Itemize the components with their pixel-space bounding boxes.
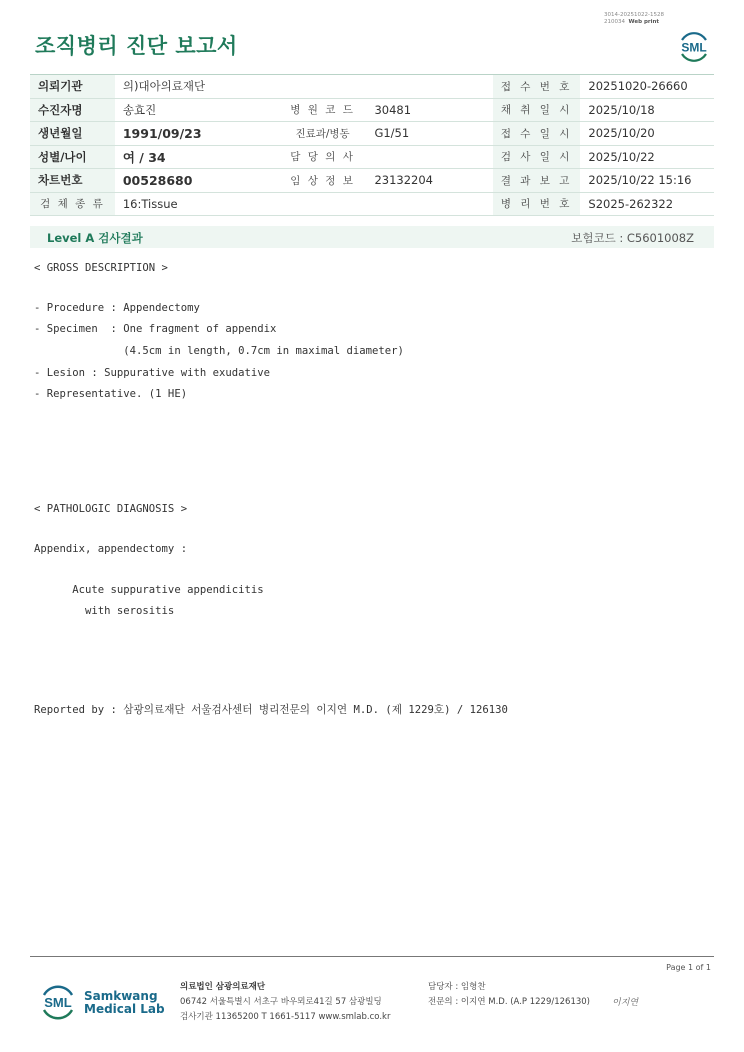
label-clinical-info: 임 상 정 보	[279, 169, 367, 193]
diagnosis-sub: with serositis	[34, 605, 175, 617]
value-receipt-date: 2025/10/20	[580, 122, 714, 146]
pathologic-diagnosis-header: < PATHOLOGIC DIAGNOSIS >	[34, 503, 188, 515]
table-row	[30, 75, 714, 99]
print-code-line1: 3014-20251022-1528	[604, 12, 664, 18]
result-level-bar	[30, 226, 714, 248]
specialist: 전문의 : 이지연 M.D. (A.P 1229/126130)	[428, 997, 590, 1007]
label-sex-age: 성별/나이	[30, 145, 115, 169]
level-label: Level A 검사결과	[47, 231, 143, 245]
print-code-line2	[604, 19, 664, 26]
table-row	[30, 169, 714, 193]
page-number: Page 1 of 1	[666, 963, 711, 972]
print-code-number: 210034	[604, 19, 625, 25]
org-name: 의료법인 삼광의료재단	[180, 982, 266, 992]
specimen-line: - Specimen : One fragment of appendix	[34, 323, 277, 335]
value-birth-date: 1991/09/23	[115, 122, 279, 146]
value-receipt-no: 20251020-26660	[580, 75, 714, 99]
value-chart-no: 00528680	[115, 169, 279, 193]
sml-logo-icon	[36, 980, 80, 1024]
table-row	[30, 98, 714, 122]
brand-name-line1: Samkwang	[84, 989, 158, 1003]
label-requester: 의뢰기관	[30, 75, 115, 99]
print-code	[604, 12, 664, 26]
label-chart-no: 차트번호	[30, 169, 115, 193]
procedure-line: - Procedure : Appendectomy	[34, 302, 200, 314]
label-department: 진료과/병동	[279, 122, 367, 146]
value-specimen-type: 16:Tissue	[115, 192, 493, 216]
sml-logo-icon	[674, 26, 714, 66]
table-row	[30, 192, 714, 216]
value-department: G1/51	[366, 122, 492, 146]
value-sex-age: 여 / 34	[115, 145, 279, 169]
logo-text: SML	[681, 40, 707, 55]
org-address: 06742 서울특별시 서초구 바우뫼로41길 57 삼광빌딩	[180, 997, 382, 1007]
value-requester: 의)대아의료재단	[115, 75, 493, 99]
org-contact: 검사기관 11365200 T 1661-5117 www.smlab.co.kr	[180, 1012, 391, 1022]
table-row	[30, 145, 714, 169]
specimen-detail-line: (4.5cm in length, 0.7cm in maximal diameter)	[34, 345, 404, 357]
value-test-date: 2025/10/22	[580, 145, 714, 169]
table-row	[30, 122, 714, 146]
label-doctor: 담 당 의 사	[279, 145, 367, 169]
label-receipt-date: 접 수 일 시	[493, 122, 581, 146]
org-info	[180, 980, 390, 1025]
reported-by: Reported by : 삼광의료재단 서울검사센터 병리전문의 이지연 M.D. (제 1229호) / 126130	[34, 704, 508, 716]
gross-description-header: < GROSS DESCRIPTION >	[34, 262, 168, 274]
signature: 이지연	[612, 998, 639, 1008]
diagnosis-site: Appendix, appendectomy :	[34, 543, 188, 555]
staff-info	[428, 980, 590, 1010]
label-receipt-no: 접 수 번 호	[493, 75, 581, 99]
logo-text: SML	[44, 995, 72, 1010]
value-result-report: 2025/10/22 15:16	[580, 169, 714, 193]
lesion-line: - Lesion : Suppurative with exudative	[34, 367, 270, 379]
page-title: 조직병리 진단 보고서	[35, 34, 238, 58]
value-hospital-code: 30481	[366, 98, 492, 122]
patient-info-table	[30, 74, 714, 216]
value-pathology-no: S2025-262322	[580, 192, 714, 216]
value-doctor	[366, 145, 492, 169]
value-clinical-info: 23132204	[366, 169, 492, 193]
web-print-label: Web print	[628, 19, 660, 25]
label-patient-name: 수진자명	[30, 98, 115, 122]
label-test-date: 검 사 일 시	[493, 145, 581, 169]
diagnosis-main: Acute suppurative appendicitis	[34, 584, 264, 596]
staff-in-charge: 담당자 : 임형찬	[428, 982, 486, 992]
value-collection-date: 2025/10/18	[580, 98, 714, 122]
label-result-report: 결 과 보 고	[493, 169, 581, 193]
label-specimen-type: 검 체 종 류	[30, 192, 115, 216]
representative-line: - Representative. (1 HE)	[34, 388, 188, 400]
value-patient-name: 송효진	[115, 98, 279, 122]
label-hospital-code: 병 원 코 드	[279, 98, 367, 122]
insurance-code: 보험코드 : C5601008Z	[571, 231, 694, 245]
brand-name-line2: Medical Lab	[84, 1002, 165, 1016]
label-collection-date: 채 취 일 시	[493, 98, 581, 122]
label-birth-date: 생년월일	[30, 122, 115, 146]
label-pathology-no: 병 리 번 호	[493, 192, 581, 216]
footer-divider	[30, 956, 714, 957]
